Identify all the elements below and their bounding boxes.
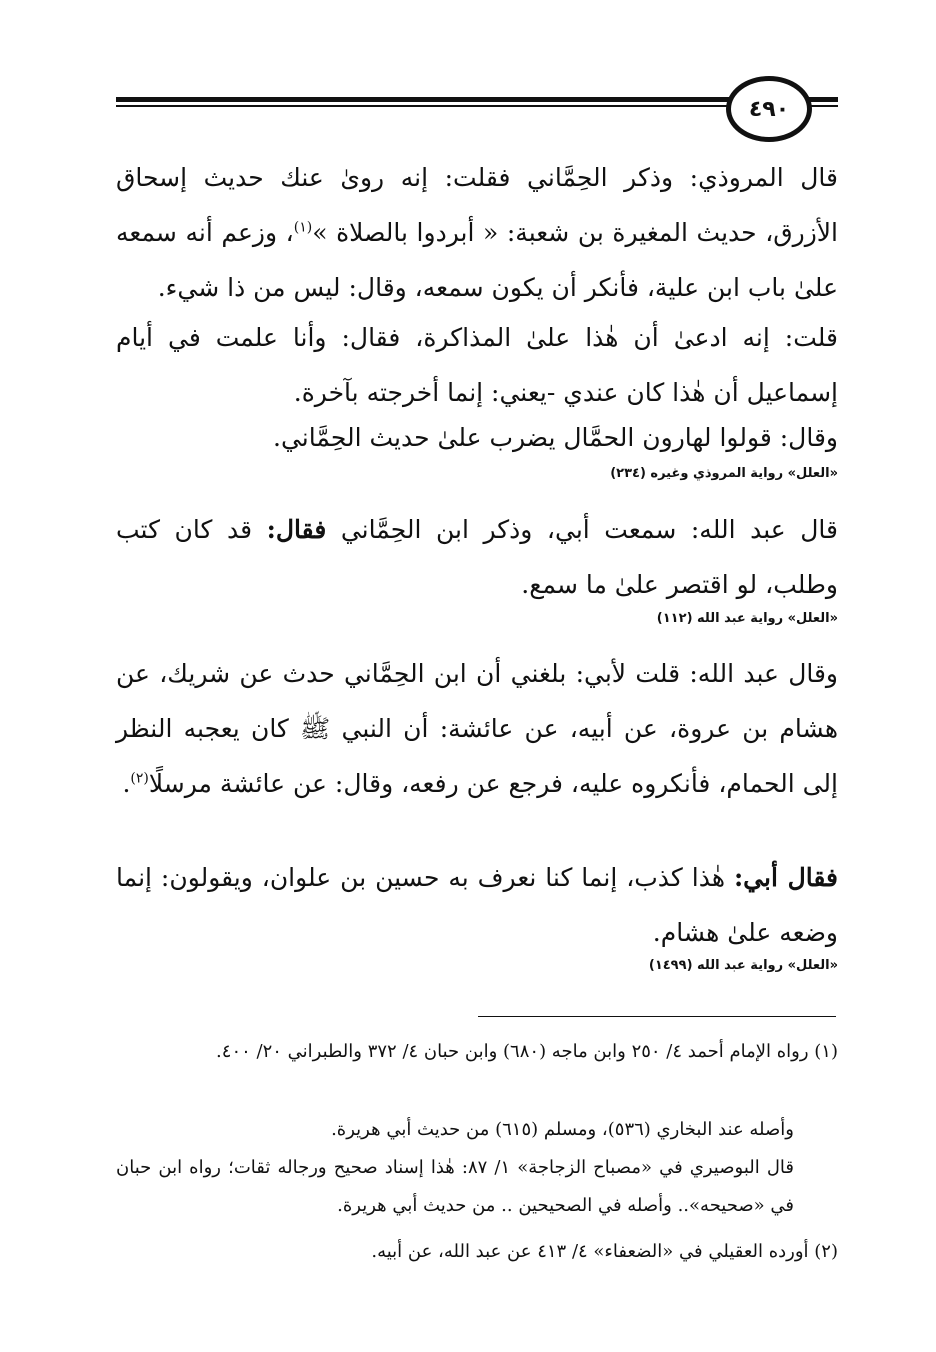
bold-speaker-label: فقال أبي: [733, 863, 838, 892]
paragraph-5: وقال عبد الله: قلت لأبي: بلغني أن ابن الحِمَّاني حدث عن شريك، عن هشام بن عروة، عن أبيه، عن عائشة: أن النبي ﷺ كان يعجبه النظر إلى الحمام، فأنكروه عليه، فرجع عن رفعه، وقال: عن عائشة مرسلًا$^{(٢)}$. [116, 659, 838, 798]
page-number-badge [726, 76, 812, 142]
footnote-1-note: قال البوصيري في «مصباح الزجاجة» ١/ ٨٧: هٰذا إسناد صحيح ورجاله ثقات؛ رواه ابن حبان في «صحيحه».. وأصله في الصحيحين .. من حديث أبي هريرة. [116, 1157, 795, 1216]
paragraph-1: قال المروذي: وذكر الحِمَّاني فقلت: إنه روىٰ عنك حديث إسحاق الأزرق، حديث المغيرة بن شعبة: « أبردوا بالصلاة »$^{(١)}$، وزعم أنه سمعه علىٰ باب ابن علية، فأنكر أن يكون سمعه، وقال: ليس من ذا شيء. [116, 163, 839, 302]
paragraph-3: وقال: قولوا لهارون الحمَّال يضرب علىٰ حديث الحِمَّاني. [273, 423, 838, 452]
citation-3: «العلل» رواية عبد الله (١٤٩٩) [648, 958, 838, 973]
footnote-marker-2: (٢) [130, 770, 149, 787]
paragraph-6: فقال أبي: هٰذا كذب، إنما كنا نعرف به حسين بن علوان، ويقولون: إنما وضعه علىٰ هشام. [116, 863, 838, 947]
footnote-separator [478, 1016, 836, 1017]
bold-speaker-label: فقال: [266, 515, 327, 544]
footnote-1: (١) رواه الإمام أحمد ٤/ ٢٥٠ وابن ماجه (٦٨٠) وابن حبان ٤/ ٣٧٢ والطبراني ٢٠/ ٤٠٠. [216, 1041, 838, 1062]
citation-2: «العلل» رواية عبد الله (١١٢) [656, 611, 838, 626]
footnote-1-continued: وأصله عند البخاري (٥٣٦)، ومسلم (٦١٥) من حديث أبي هريرة. [331, 1119, 794, 1140]
page-number: ٤٩٠ [748, 96, 790, 122]
footnote-2: (٢) أورده العقيلي في «الضعفاء» ٤/ ٤١٣ عن عبد الله، عن أبيه. [371, 1241, 838, 1262]
footnote-marker-1: (١) [293, 219, 313, 236]
citation-1: «العلل» رواية المروذي وغيره (٢٣٤) [610, 466, 838, 481]
paragraph-4: قال عبد الله: سمعت أبي، وذكر ابن الحِمَّاني فقال: قد كان كتب وطلب، لو اقتصر علىٰ ما سمع. [116, 515, 838, 599]
paragraph-2: قلت: إنه ادعىٰ أن هٰذا علىٰ المذاكرة، فقال: وأنا علمت في أيام إسماعيل أن هٰذا كان عندي -يعني: إنما أخرجته بآخرة. [116, 323, 838, 407]
